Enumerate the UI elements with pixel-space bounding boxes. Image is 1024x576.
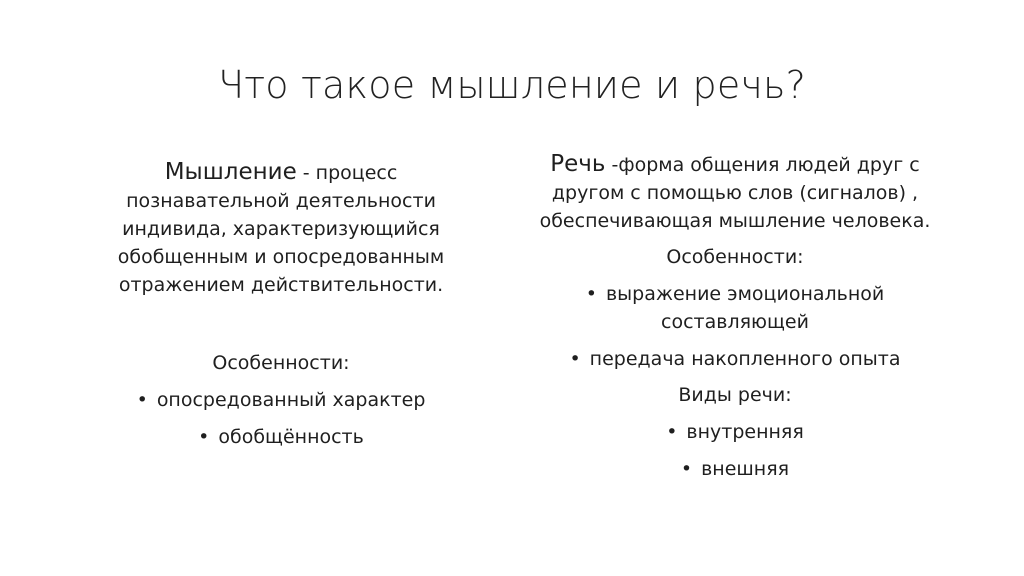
speech-kinds-label: Виды речи:	[678, 384, 792, 406]
list-item	[520, 418, 950, 446]
thinking-definition-text: - процесс познавательной деятельности индивида, характеризующийся обобщенным и опосредованным отражением действительности.	[117, 162, 445, 296]
list-item-label: обобщённость	[218, 426, 364, 448]
thinking-term: Мышление	[164, 159, 297, 185]
thinking-features-list	[96, 386, 466, 451]
slide-title: Что такое мышление и речь?	[217, 63, 807, 107]
list-item-label: опосредованный характер	[156, 389, 426, 411]
speech-kinds-list	[520, 418, 950, 483]
list-item	[96, 423, 466, 451]
bullet-icon: •	[585, 283, 597, 305]
bullet-icon: •	[666, 421, 678, 443]
list-item	[520, 345, 950, 373]
list-item-label: выражение эмоциональной составляющей	[605, 283, 885, 333]
thinking-features-label: Особенности:	[212, 352, 350, 374]
thinking-definition	[96, 158, 466, 299]
list-item	[520, 280, 950, 336]
speech-definition	[520, 150, 950, 235]
list-item	[96, 386, 466, 414]
bullet-icon: •	[198, 426, 210, 448]
thinking-column	[96, 158, 466, 451]
bullet-icon: •	[136, 389, 148, 411]
speech-features-label: Особенности:	[666, 246, 804, 268]
bullet-icon: •	[569, 348, 581, 370]
speech-term: Речь	[550, 151, 606, 177]
speech-column	[520, 150, 950, 483]
list-item-label: внутренняя	[686, 421, 804, 443]
list-item	[520, 455, 950, 483]
bullet-icon: •	[680, 458, 693, 480]
speech-definition-text: -форма общения людей друг с другом с помощью слов (сигналов) , обеспечивающая мышление человека.	[539, 154, 931, 232]
list-item-label: внешняя	[701, 458, 790, 480]
speech-features-list	[520, 280, 950, 373]
list-item-label: передача накопленного опыта	[589, 348, 901, 370]
